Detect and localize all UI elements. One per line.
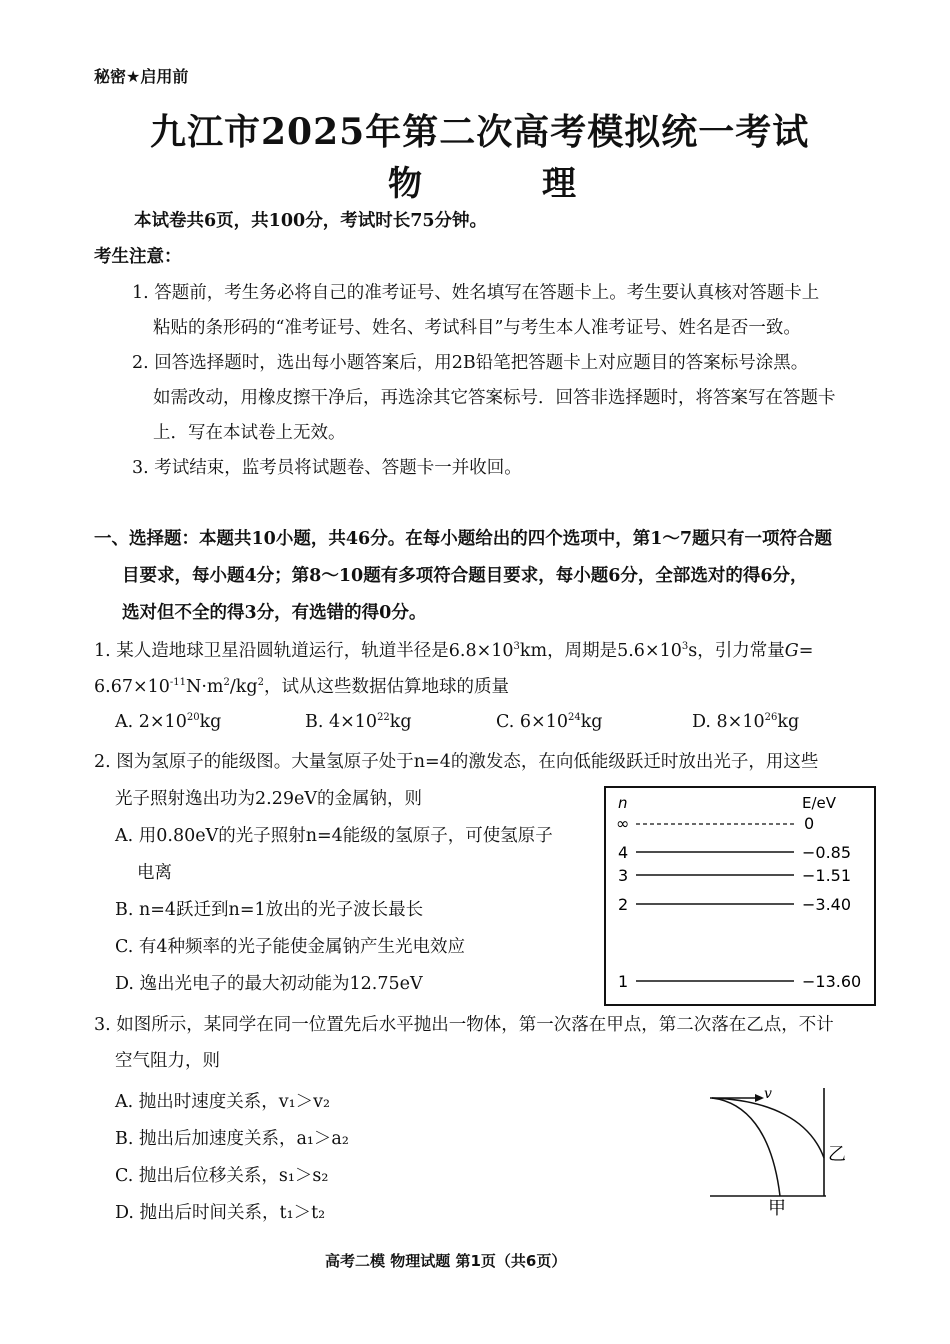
q1-option-b[interactable]: B. $4\times 10^{22}kg$ xyxy=(305,712,412,732)
q2-stem-line2: 光子照射逸出功为2.29eV的金属钠，则 xyxy=(115,789,422,809)
point-jia-label: 甲 xyxy=(768,1198,786,1219)
arrow-head xyxy=(755,1094,764,1102)
q1-stem-line1: 1. 某人造地球卫星沿圆轨道运行，轨道半径是$6.8\times 10^3km$，周期是$5.6\times 10^3s$，引力常量G= xyxy=(94,641,814,661)
notice-line: 3. 考试结束，监考员将试题卷、答题卡一并收回。 xyxy=(132,458,522,478)
section-instructions: 选对但不全的得3分，有选错的得0分。 xyxy=(122,603,427,623)
q2-option-a[interactable]: A. 用0.80eV的光子照射n=4能级的氢原子，可使氢原子 xyxy=(115,826,553,846)
notice-line: 2. 回答选择题时，选出每小题答案后，用2B铅笔把答题卡上对应题目的答案标号涂黑。 xyxy=(132,353,809,373)
section-instructions: 一、选择题：本题共10小题，共46分。在每小题给出的四个选项中，第1～7题只有一项符合题 xyxy=(94,529,833,549)
q3-stem-line2: 空气阻力，则 xyxy=(115,1051,220,1071)
q3-option-a[interactable]: A. 抛出时速度关系，v₁＞v₂ xyxy=(115,1092,331,1112)
page-footer: 高考二模 物理试题 第1页（共6页） xyxy=(325,1252,567,1270)
q1-option-c[interactable]: C. $6\times 10^{24}kg$ xyxy=(496,712,603,732)
subject-char-2: 理 xyxy=(542,164,578,204)
n-axis-label: n xyxy=(618,794,628,812)
notice-line: 1. 答题前，考生务必将自己的准考证号、姓名填写在答题卡上。考生要认真核对答题卡上 xyxy=(132,283,820,303)
notice-line: 上．写在本试卷上无效。 xyxy=(153,423,346,443)
notice-line: 如需改动，用橡皮擦干净后，再选涂其它答案标号．回答非选择题时，将答案写在答题卡 xyxy=(153,388,836,408)
level-n-label: 3 xyxy=(618,866,629,885)
level-n-label: ∞ xyxy=(616,814,630,833)
level-n-label: 2 xyxy=(618,895,629,914)
q2-option-c[interactable]: C. 有4种频率的光子能使金属钠产生光电效应 xyxy=(115,937,466,957)
trajectory-1 xyxy=(712,1098,780,1196)
q2-option-a-cont: 电离 xyxy=(137,863,172,883)
q3-option-d[interactable]: D. 抛出后时间关系，t₁＞t₂ xyxy=(115,1203,326,1223)
q2-option-d[interactable]: D. 逸出光电子的最大初动能为12.75eV xyxy=(115,974,423,994)
notice-line: 粘贴的条形码的“准考证号、姓名、考试科目”与考生本人准考证号、姓名是否一致。 xyxy=(153,318,801,338)
section-instructions: 目要求，每小题4分；第8～10题有多项符合题目要求，每小题6分，全部选对的得6分， xyxy=(122,566,808,586)
level-e-label: −3.40 xyxy=(802,895,852,914)
projectile-diagram xyxy=(700,1080,860,1220)
subject-char-1: 物 xyxy=(388,164,424,204)
exam-intro: 本试卷共6页，共100分，考试时长75分钟。 xyxy=(134,211,488,231)
level-n-label: 1 xyxy=(618,972,629,991)
q3-stem-line1: 3. 如图所示，某同学在同一位置先后水平抛出一物体，第一次落在甲点，第二次落在乙点，不计 xyxy=(94,1015,834,1035)
level-n-label: 4 xyxy=(618,843,629,862)
point-yi-label: 乙 xyxy=(828,1144,846,1165)
confidential-label: 秘密★启用前 xyxy=(94,67,189,86)
level-e-label: −13.60 xyxy=(802,972,862,991)
q2-stem-line1: 2. 图为氢原子的能级图。大量氢原子处于n=4的激发态，在向低能级跃迁时放出光子，用这些 xyxy=(94,752,819,772)
q1-stem-line2: $6.67\times 10^{-11}N\cdot m^2/kg^2$，试从这些数据估算地球的质量 xyxy=(94,677,509,697)
q1-option-d[interactable]: D. $8\times 10^{26}kg$ xyxy=(692,712,800,732)
q2-option-b[interactable]: B. n=4跃迁到n=1放出的光子波长最长 xyxy=(115,900,424,920)
energy-level-diagram xyxy=(604,786,876,1006)
velocity-label: v xyxy=(764,1086,772,1102)
q3-option-c[interactable]: C. 抛出后位移关系，s₁＞s₂ xyxy=(115,1166,329,1186)
level-e-label: −1.51 xyxy=(802,866,852,885)
q1-option-a[interactable]: A. $2\times 10^{20}kg$ xyxy=(115,712,222,732)
exam-title: 九江市2025年第二次高考模拟统一考试 xyxy=(150,111,810,153)
q3-option-b[interactable]: B. 抛出后加速度关系，a₁＞a₂ xyxy=(115,1129,349,1149)
level-e-label: −0.85 xyxy=(802,843,852,862)
trajectory-2 xyxy=(712,1098,824,1158)
notice-heading: 考生注意： xyxy=(94,247,182,267)
e-axis-label: E/eV xyxy=(802,794,837,812)
level-e-label: 0 xyxy=(804,814,815,833)
